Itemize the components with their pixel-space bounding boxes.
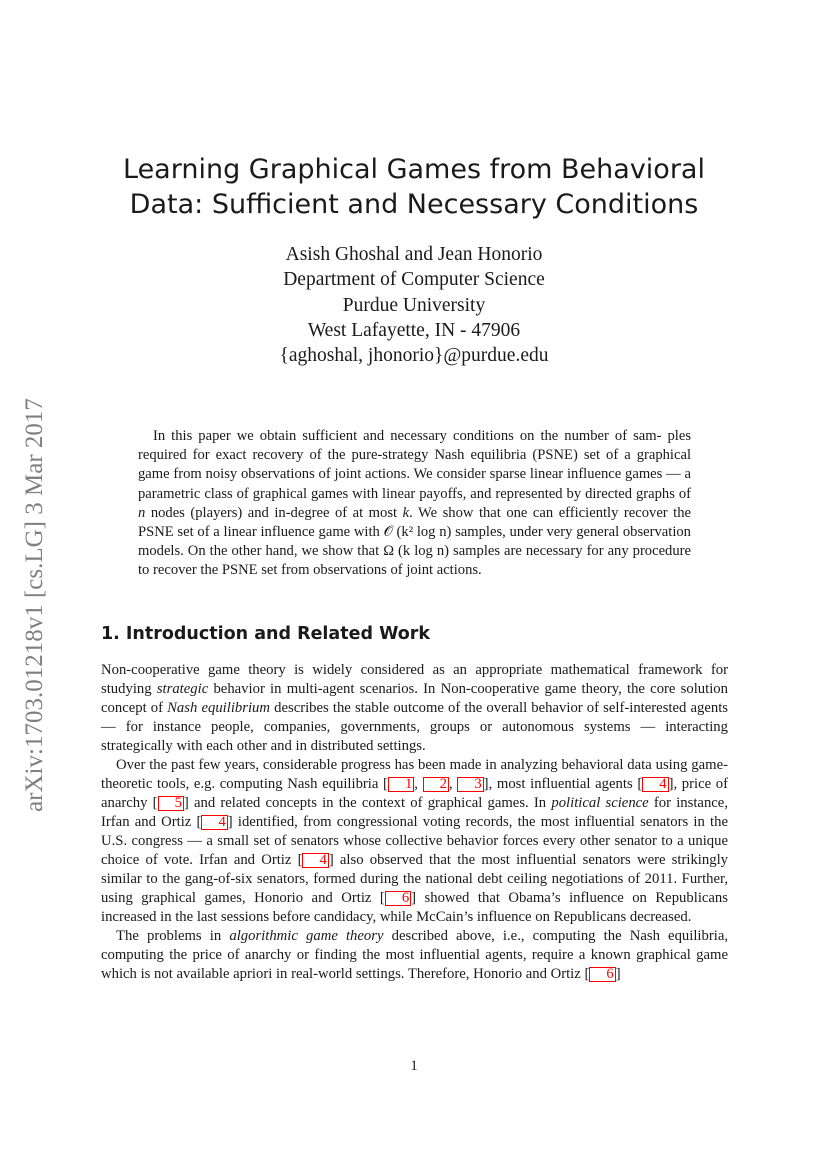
paragraph-2: Over the past few years, considerable progress has been made in analyzing behavioral data using game-theoretic tools, e.g. computing Nash equilibria [ 1 , 2 , 3 ], most influential agents [ 4 ], price of anarchy [ 5 ] and related concepts in the context of graphical games. In political science for instance, Irfan and Ortiz [ 4 ] identified, from congressional voting records, the most influential senators in the U.S. congress — a small set of senators whose collective behavior forces every other senator to a unique choice of vote. Irfan and Ortiz [ 4 ] also observed that the most influential senators were strikingly similar to the gang-of-six senators, formed during the national debt ceiling negotiations of 2011. Further, using graphical games, Honorio and Ortiz [ 6 ] showed that Obama’s influence on Republicans increased in the last sessions before candidacy, while McCain’s influence on Republicans decreased.	[101, 757, 729, 925]
paper-title	[60, 152, 768, 222]
citation-link[interactable]: 6	[385, 891, 411, 906]
citation-link[interactable]: 4	[201, 815, 227, 830]
citation-link[interactable]: 2	[423, 777, 449, 792]
section-body	[101, 661, 728, 984]
citation-link[interactable]: 4	[642, 777, 668, 792]
citation-link[interactable]: 5	[158, 796, 184, 811]
abstract: In this paper we obtain sufficient and necessary conditions on the number of sam- ples required for exact recovery of the pure-strategy Nash equilibria (PSNE) set of a graphical game from noisy observations of joint actions. We consider sparse linear influence games — a parametric class of graphical games with linear payoffs, and represented by directed graphs of n nodes (players) and in-degree of at most k. We show that one can efficiently recover the PSNE set of a linear influence game with 𝒪 (k² log n) samples, under very general observation models. On the other hand, we show that Ω (k log n) samples are necessary for any procedure to recover the PSNE set from observations of joint actions.	[138, 428, 692, 579]
page-number: 1	[410, 1058, 418, 1074]
department: Department of Computer Science	[283, 269, 545, 291]
big-o-expression: 𝒪 (k² log n)	[383, 524, 452, 541]
section-heading: 1. Introduction and Related Work	[101, 624, 431, 644]
citation-link[interactable]: 4	[302, 853, 328, 868]
author-block	[60, 242, 768, 368]
emails: {aghoshal, jhonorio}@purdue.edu	[279, 345, 549, 367]
arxiv-sidebar	[12, 370, 58, 840]
author-names: Asish Ghoshal and Jean Honorio	[285, 244, 543, 265]
location: West Lafayette, IN - 47906	[307, 319, 521, 341]
omega-expression: Ω (k log n)	[383, 543, 450, 560]
paragraph-3: The problems in algorithmic game theory described above, i.e., computing the Nash equilibria, computing the price of anarchy or finding the most influential agents, require a known graphical game which is not available apriori in real-world settings. Therefore, Honorio and Ortiz [ 6 ]	[101, 928, 729, 982]
paragraph-1: Non-cooperative game theory is widely considered as an appropriate mathematical framework for studying strategic behavior in multi-agent scenarios. In Non-cooperative game theory, the core solution concept of Nash equilibrium describes the stable outcome of the overall behavior of self-interested agents — for instance people, companies, governments, groups or autonomous systems — interacting strategically with each other and in distributed settings.	[101, 662, 728, 754]
arxiv-identifier: arXiv:1703.01218v1 [cs.LG] 3 Mar 2017	[21, 398, 49, 812]
title-line-1: Learning Graphical Games from Behavioral	[123, 154, 705, 185]
citation-link[interactable]: 3	[457, 777, 483, 792]
citation-link[interactable]: 1	[388, 777, 414, 792]
university: Purdue University	[342, 294, 486, 316]
citation-link[interactable]: 6	[589, 967, 615, 982]
title-line-2: Data: Sufficient and Necessary Conditions	[129, 189, 699, 220]
